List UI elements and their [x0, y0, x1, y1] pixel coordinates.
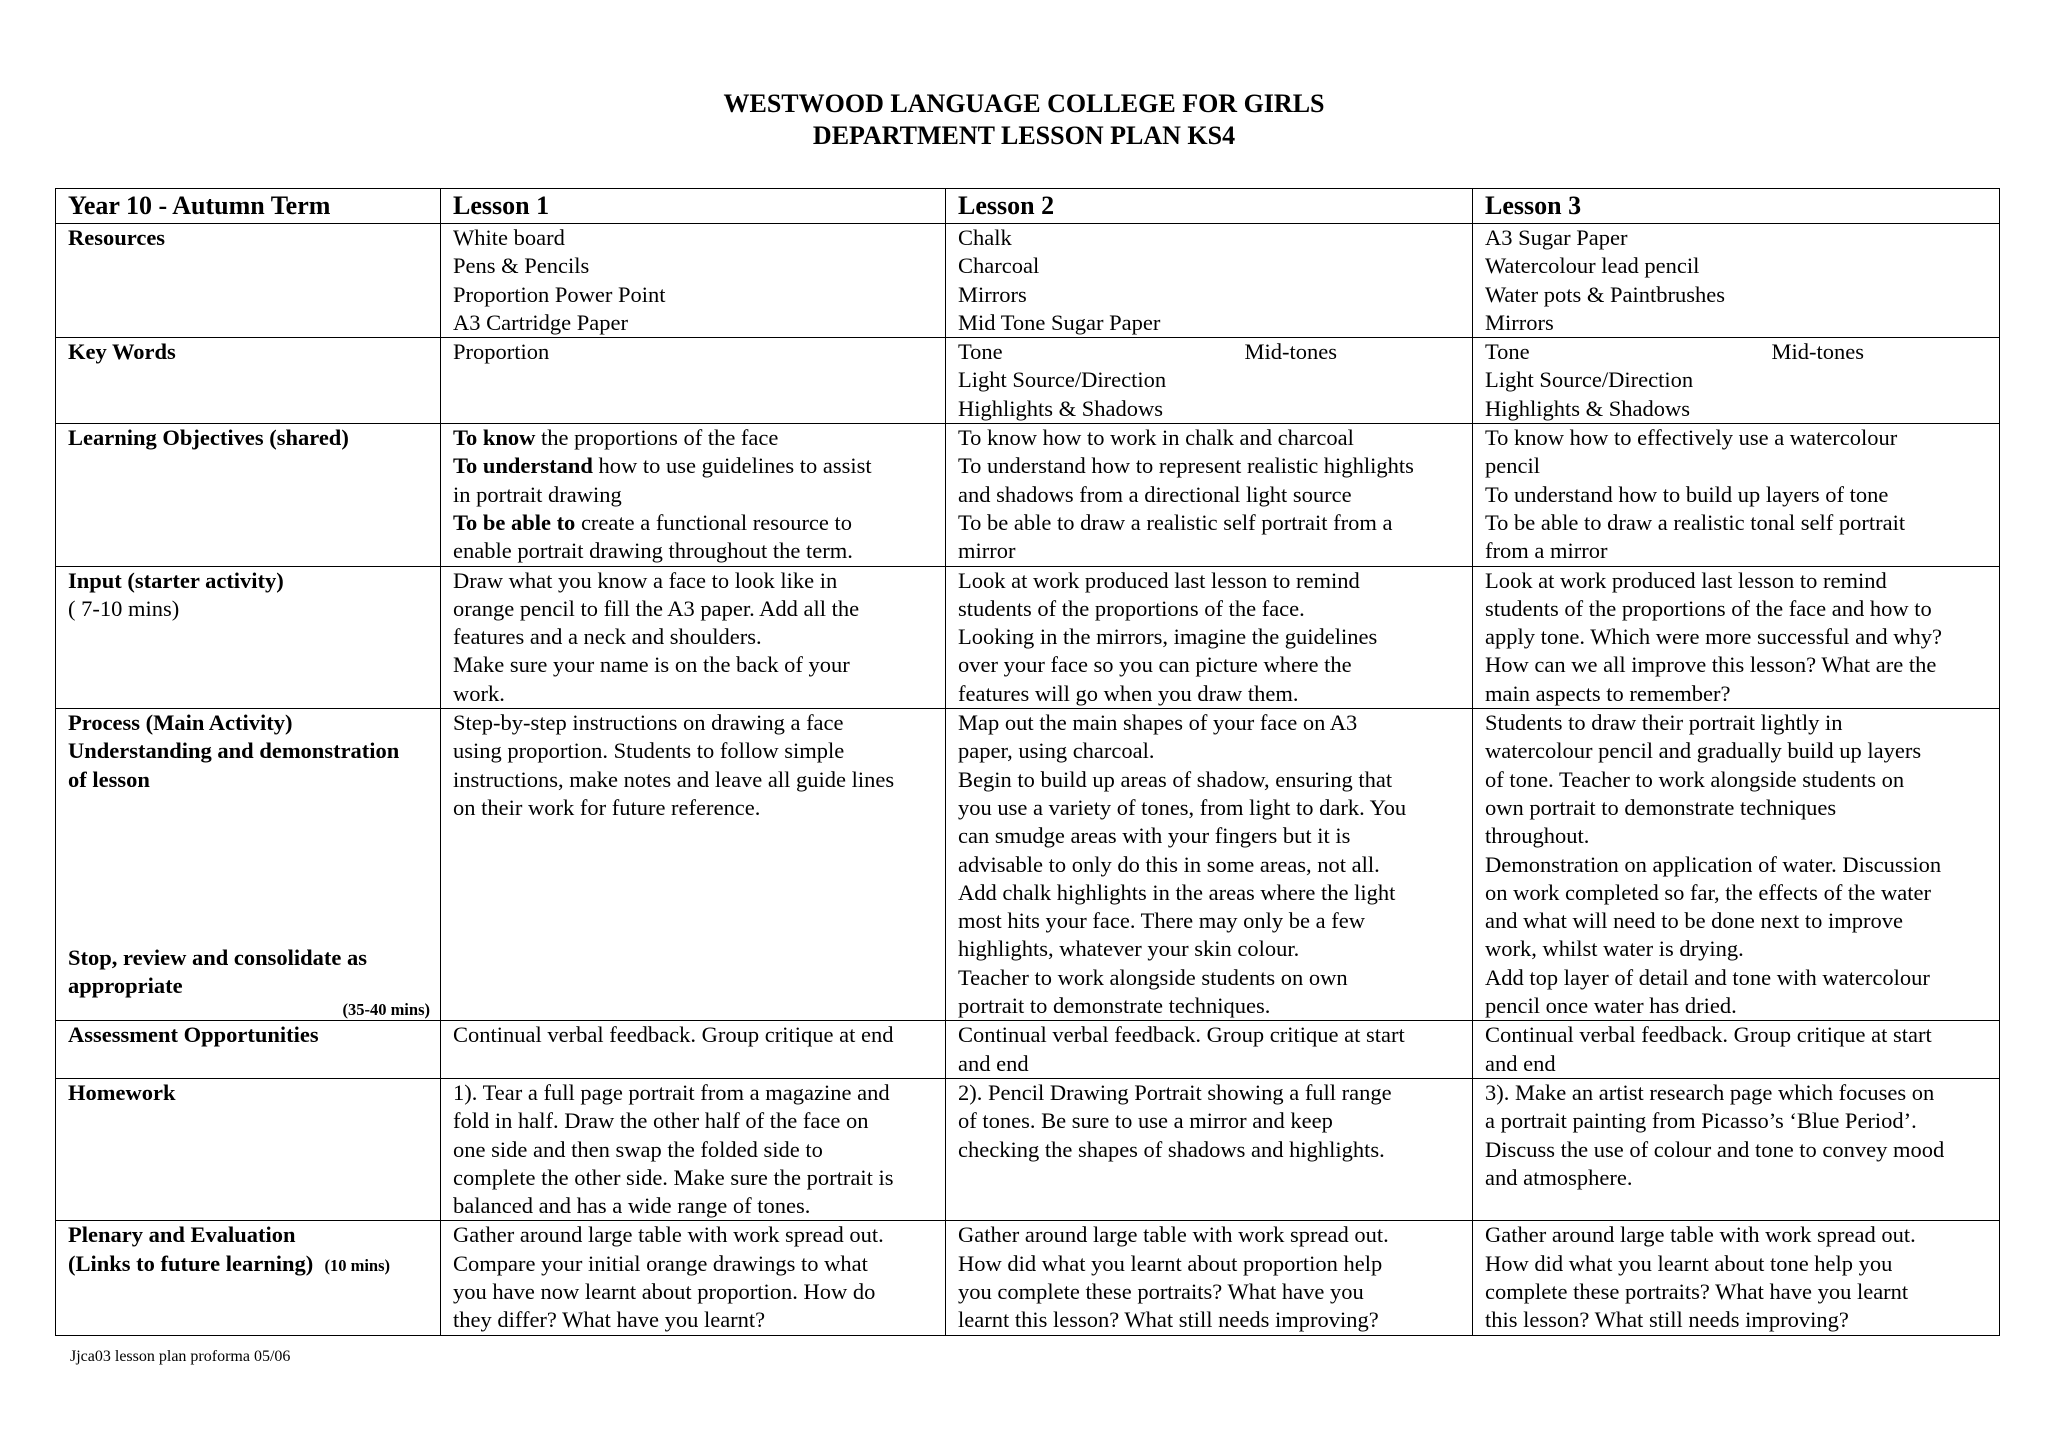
text-line: Light Source/Direction — [958, 367, 1167, 393]
text-line: Continual verbal feedback. Group critique at start — [958, 1022, 1405, 1048]
emphasis: To know — [453, 425, 536, 451]
text-line: and what will need to be done next to improve — [1485, 908, 1904, 934]
text-line: of tones. Be sure to use a mirror and keep — [958, 1108, 1333, 1134]
row-label-2 — [68, 1250, 430, 1280]
text-line: orange pencil to fill the A3 paper. Add all the — [453, 595, 860, 621]
text-line: Make sure your name is on the back of your — [453, 652, 850, 678]
text-line: you have now learnt about proportion. How do — [453, 1278, 876, 1304]
text-line: Looking in the mirrors, imagine the guidelines — [958, 624, 1378, 650]
lesson-3-cell — [1473, 338, 2000, 424]
text-line: advisable to only do this in some areas, not all. — [958, 851, 1380, 877]
text-line: To understand how to represent realistic highlights — [958, 453, 1414, 479]
row-label: Plenary and Evaluation — [68, 1222, 296, 1248]
text-line: Mid Tone Sugar Paper — [958, 309, 1161, 335]
text-line — [453, 509, 935, 537]
text-line: Add top layer of detail and tone with watercolour — [1485, 964, 1930, 990]
lesson-2-cell — [946, 338, 1473, 424]
text-line: To know how to work in chalk and charcoal — [958, 425, 1354, 451]
text-line: Mirrors — [1485, 309, 1554, 335]
text-line: Highlights & Shadows — [958, 395, 1164, 421]
text-line: work. — [453, 680, 505, 706]
text-line: Mirrors — [958, 281, 1027, 307]
text-line: a portrait painting from Picasso’s ‘Blue Period’. — [1485, 1108, 1917, 1134]
text-line: from a mirror — [1485, 538, 1608, 564]
text-line — [958, 338, 1462, 366]
row-label: Key Words — [56, 338, 441, 424]
text-line: Teacher to work alongside students on own — [958, 964, 1348, 990]
text-line: students of the proportions of the face and how to — [1485, 595, 1932, 621]
text-line: complete these portraits? What have you learnt — [1485, 1278, 1909, 1304]
row-label-cell — [56, 566, 441, 708]
text-line: on their work for future reference. — [453, 794, 761, 820]
text-line: Process (Main Activity) — [68, 710, 293, 736]
text-line: Proportion Power Point — [453, 281, 666, 307]
text-line: main aspects to remember? — [1485, 680, 1731, 706]
text-line — [453, 424, 935, 452]
text-line: Gather around large table with work spread out. — [1485, 1222, 1916, 1248]
row-label-links: (Links to future learning) — [68, 1250, 314, 1276]
stop-review-block — [68, 944, 430, 1021]
text-line: and end — [958, 1050, 1029, 1076]
lesson-3-cell — [1473, 709, 2000, 1021]
school-title: WESTWOOD LANGUAGE COLLEGE FOR GIRLS — [723, 89, 1325, 118]
text-line: Watercolour lead pencil — [1485, 253, 1700, 279]
text-line — [1485, 338, 1989, 366]
keyword: Tone — [1485, 339, 1530, 365]
lesson-3-cell — [1473, 424, 2000, 566]
text-line: own portrait to demonstrate techniques — [1485, 794, 1837, 820]
emphasis: To be able to — [453, 509, 576, 535]
plan-title: DEPARTMENT LESSON PLAN KS4 — [812, 121, 1236, 150]
lesson-1-cell — [441, 224, 946, 338]
text-line: students of the proportions of the face. — [958, 595, 1305, 621]
text-line: balanced and has a wide range of tones. — [453, 1193, 811, 1219]
text-line: of tone. Teacher to work alongside students on — [1485, 766, 1905, 792]
text-line: one side and then swap the folded side to — [453, 1136, 823, 1162]
text-line: over your face so you can picture where the — [958, 652, 1352, 678]
text-line: Map out the main shapes of your face on A3 — [958, 710, 1358, 736]
emphasis: To understand — [453, 453, 593, 479]
text-line: complete the other side. Make sure the portrait is — [453, 1164, 894, 1190]
keyword: Mid-tones — [1771, 339, 1864, 365]
learning-objectives-row — [56, 424, 2000, 566]
text-line: apply tone. Which were more successful and why? — [1485, 624, 1942, 650]
text: how to use guidelines to assist — [592, 453, 872, 479]
text-line: Discuss the use of colour and tone to convey mood — [1485, 1136, 1945, 1162]
text-line: Look at work produced last lesson to remind — [958, 567, 1360, 593]
key-words-row — [56, 338, 2000, 424]
text-line: and end — [1485, 1050, 1556, 1076]
text-line: A3 Cartridge Paper — [453, 309, 628, 335]
text-line: To be able to draw a realistic self portrait from a — [958, 509, 1393, 535]
text-line: Add chalk highlights in the areas where the light — [958, 879, 1396, 905]
text-line: Continual verbal feedback. Group critique at end — [453, 1022, 894, 1048]
text-line: How can we all improve this lesson? What are the — [1485, 652, 1937, 678]
keyword: Mid-tones — [1244, 339, 1337, 365]
text-line: Compare your initial orange drawings to what — [453, 1250, 868, 1276]
text-line: Look at work produced last lesson to remind — [1485, 567, 1887, 593]
text-line: 3). Make an artist research page which focuses on — [1485, 1079, 1935, 1105]
text-line: instructions, make notes and leave all guide lines — [453, 766, 895, 792]
text-line: pencil once water has dried. — [1485, 993, 1737, 1019]
text-line: checking the shapes of shadows and highlights. — [958, 1136, 1385, 1162]
text-line: Pens & Pencils — [453, 253, 590, 279]
text-line: Begin to build up areas of shadow, ensuring that — [958, 766, 1393, 792]
text-line: White board — [453, 225, 565, 250]
row-label: Homework — [56, 1078, 441, 1220]
text-line: learnt this lesson? What still needs improving? — [958, 1307, 1379, 1333]
homework-row — [56, 1078, 2000, 1220]
text-line: Understanding and demonstration — [68, 738, 400, 764]
text-line: you complete these portraits? What have you — [958, 1278, 1364, 1304]
lesson-3-cell — [1473, 1221, 2000, 1335]
plenary-row — [56, 1221, 2000, 1335]
text-line: Water pots & Paintbrushes — [1485, 281, 1726, 307]
lesson-1-cell — [441, 1221, 946, 1335]
text-line: of lesson — [68, 766, 150, 792]
lesson-1-cell — [441, 709, 946, 1021]
text-line: in portrait drawing — [453, 481, 622, 507]
keyword: Tone — [958, 339, 1003, 365]
footer-note: Jjca03 lesson plan proforma 05/06 — [70, 1348, 291, 1365]
text-line: How did what you learnt about proportion help — [958, 1250, 1383, 1276]
text-line: Students to draw their portrait lightly in — [1485, 710, 1843, 736]
lesson-2-cell — [946, 1078, 1473, 1220]
lesson-3-cell — [1473, 566, 2000, 708]
text-line: appropriate — [68, 973, 183, 999]
text-line: Demonstration on application of water. Discussion — [1485, 851, 1942, 877]
lesson-2-cell — [946, 1221, 1473, 1335]
lesson-plan-table — [55, 188, 2000, 1336]
row-label-cell — [56, 1221, 441, 1335]
text-line: this lesson? What still needs improving? — [1485, 1307, 1849, 1333]
lesson-2-cell — [946, 566, 1473, 708]
text-line: using proportion. Students to follow simple — [453, 738, 845, 764]
input-row — [56, 566, 2000, 708]
lesson-3-header: Lesson 3 — [1473, 189, 2000, 224]
text-line: Highlights & Shadows — [1485, 395, 1691, 421]
text-line: fold in half. Draw the other half of the face on — [453, 1108, 869, 1134]
text-line: Proportion — [453, 339, 550, 365]
text-line: on work completed so far, the effects of the water — [1485, 879, 1932, 905]
text-line: highlights, whatever your skin colour. — [958, 936, 1300, 962]
text-line: work, whilst water is drying. — [1485, 936, 1744, 962]
text-line: 2). Pencil Drawing Portrait showing a full range — [958, 1079, 1392, 1105]
text-line: How did what you learnt about tone help you — [1485, 1250, 1893, 1276]
row-sublabel: ( 7-10 mins) — [68, 595, 180, 621]
row-label: Learning Objectives (shared) — [56, 424, 441, 566]
text-line: paper, using charcoal. — [958, 738, 1155, 764]
lesson-2-cell — [946, 224, 1473, 338]
text-line: and shadows from a directional light source — [958, 481, 1352, 507]
text-line: you use a variety of tones, from light to dark. You — [958, 794, 1407, 820]
assessment-row — [56, 1021, 2000, 1079]
duration: (35-40 mins) — [342, 1000, 430, 1020]
lesson-2-cell — [946, 709, 1473, 1021]
text-line: Chalk — [958, 225, 1012, 250]
text-line: To know how to effectively use a watercolour — [1485, 425, 1898, 451]
resources-row — [56, 224, 2000, 338]
text: the proportions of the face — [535, 425, 779, 451]
lesson-2-header: Lesson 2 — [946, 189, 1473, 224]
text-line: most hits your face. There may only be a few — [958, 908, 1365, 934]
text-line: Charcoal — [958, 253, 1040, 279]
duration: (10 mins) — [324, 1255, 391, 1275]
text-line: Gather around large table with work spread out. — [453, 1222, 884, 1248]
lesson-3-cell — [1473, 1078, 2000, 1220]
lesson-3-cell — [1473, 1021, 2000, 1079]
row-label: Input (starter activity) — [68, 567, 284, 593]
lesson-1-cell — [441, 424, 946, 566]
text-line: Step-by-step instructions on drawing a face — [453, 710, 844, 736]
lesson-1-cell — [441, 1078, 946, 1220]
text-line: A3 Sugar Paper — [1485, 225, 1628, 250]
term-header: Year 10 - Autumn Term — [56, 189, 441, 224]
text-line: Stop, review and consolidate as — [68, 944, 367, 970]
lesson-2-cell — [946, 424, 1473, 566]
text-line: pencil — [1485, 453, 1540, 479]
row-label: Resources — [56, 224, 441, 338]
text-line: To be able to draw a realistic tonal self portrait — [1485, 509, 1906, 535]
table-header-row — [56, 189, 2000, 224]
text-line: can smudge areas with your fingers but it is — [958, 823, 1351, 849]
text-line: Draw what you know a face to look like in — [453, 567, 838, 593]
text-line: mirror — [958, 538, 1016, 564]
document-header — [0, 88, 2048, 152]
text-line: Gather around large table with work spread out. — [958, 1222, 1389, 1248]
text-line: 1). Tear a full page portrait from a magazine and — [453, 1079, 890, 1105]
text-line: enable portrait drawing throughout the term. — [453, 538, 853, 564]
lesson-3-cell — [1473, 224, 2000, 338]
text-line: features and a neck and shoulders. — [453, 624, 762, 650]
process-row — [56, 709, 2000, 1021]
text-line: Light Source/Direction — [1485, 367, 1694, 393]
lesson-1-cell — [441, 1021, 946, 1079]
row-label-cell — [56, 709, 441, 1021]
text-line: portrait to demonstrate techniques. — [958, 993, 1271, 1019]
text-line: To understand how to build up layers of tone — [1485, 481, 1889, 507]
stop-review-label — [68, 944, 430, 1001]
process-label — [68, 709, 430, 794]
lesson-1-cell — [441, 338, 946, 424]
text-line: features will go when you draw them. — [958, 680, 1299, 706]
lesson-1-header: Lesson 1 — [441, 189, 946, 224]
text-line — [453, 452, 935, 480]
text-line: they differ? What have you learnt? — [453, 1307, 766, 1333]
text-line: Continual verbal feedback. Group critique at start — [1485, 1022, 1932, 1048]
text: create a functional resource to — [575, 509, 853, 535]
text-line: throughout. — [1485, 823, 1590, 849]
lesson-1-cell — [441, 566, 946, 708]
row-label: Assessment Opportunities — [56, 1021, 441, 1079]
lesson-2-cell — [946, 1021, 1473, 1079]
text-line: watercolour pencil and gradually build up layers — [1485, 738, 1922, 764]
text-line: and atmosphere. — [1485, 1164, 1633, 1190]
